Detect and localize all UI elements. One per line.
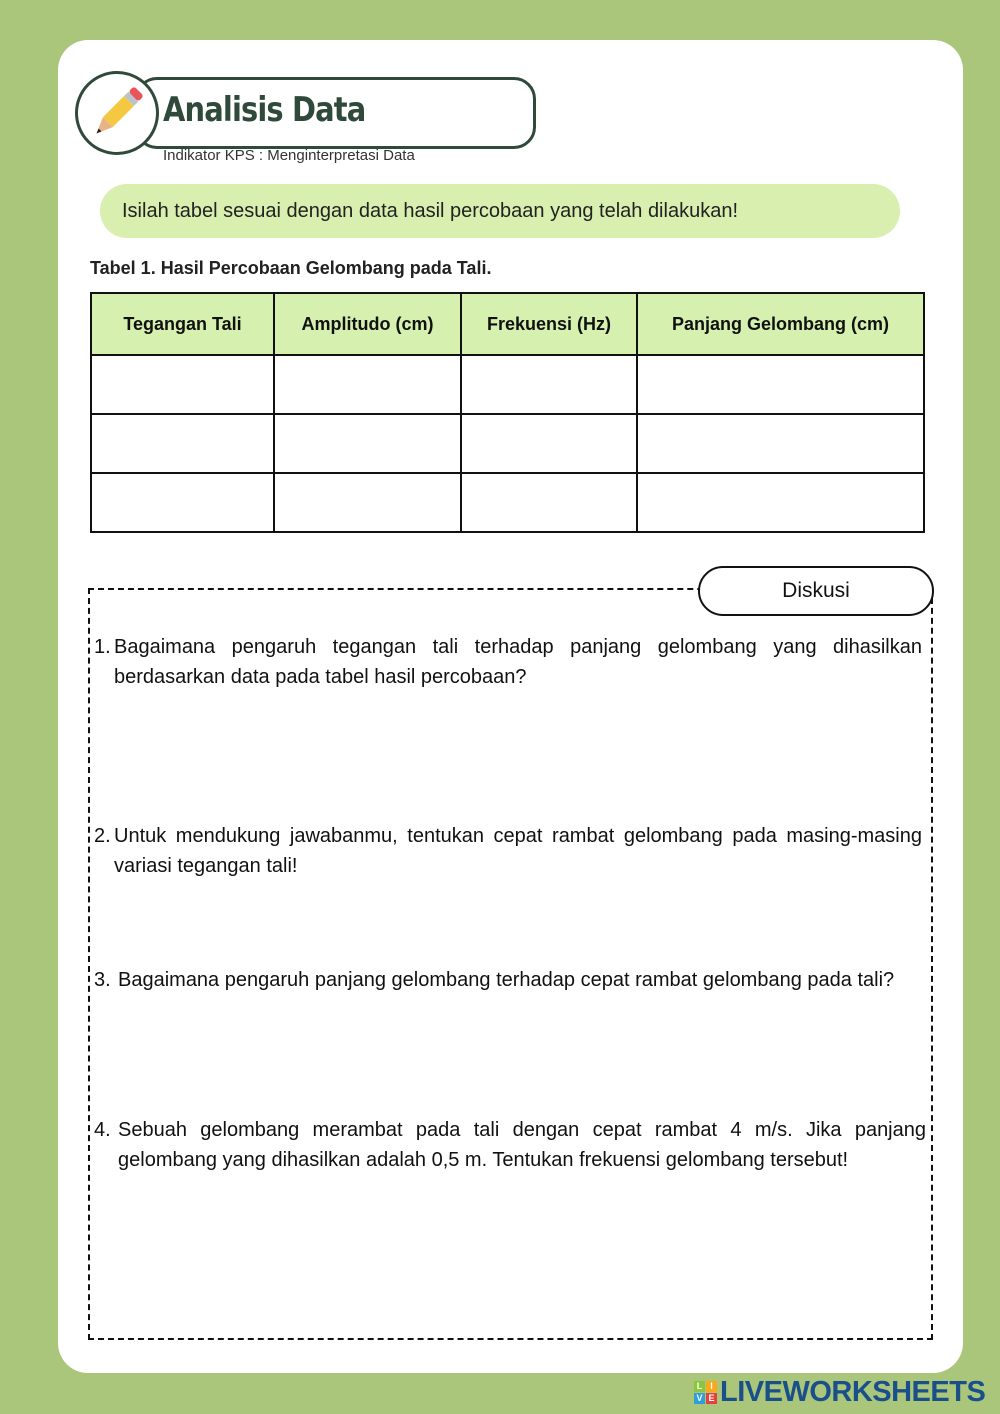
table-cell[interactable]: [91, 473, 274, 532]
discussion-label: Diskusi: [698, 566, 934, 616]
question-text: Bagaimana pengaruh panjang gelombang terhadap cepat rambat gelombang pada tali?: [118, 969, 895, 991]
table-cell[interactable]: [461, 355, 637, 414]
table-cell[interactable]: [461, 473, 637, 532]
question-text: Sebuah gelombang merambat pada tali dengan cepat rambat 4 m/s. Jika panjang gelombang yang dihasilkan adalah 0,5 m. Tentukan frekuensi gelombang tersebut!: [118, 1119, 926, 1171]
question-number: 1.: [94, 636, 111, 658]
question-text: Untuk mendukung jawabanmu, tentukan cepat rambat gelombang pada masing-masing variasi tegangan tali!: [114, 825, 922, 877]
question-number: 2.: [94, 825, 111, 847]
table-row: [91, 355, 924, 414]
table-cell[interactable]: [91, 355, 274, 414]
pencil-badge: [75, 71, 159, 155]
table-cell[interactable]: [461, 414, 637, 473]
table-cell[interactable]: [637, 414, 924, 473]
table-cell[interactable]: [637, 355, 924, 414]
page-title: Analisis Data: [163, 90, 366, 130]
header-amplitudo: Amplitudo (cm): [274, 293, 461, 355]
live-badge-icon: [694, 1381, 717, 1404]
table-cell[interactable]: [274, 473, 461, 532]
table-header-row: [91, 293, 924, 355]
results-table: [90, 292, 925, 533]
question-1: [94, 632, 922, 692]
badge-letter: V: [694, 1393, 705, 1404]
indicator-subtitle: Indikator KPS : Menginterpretasi Data: [163, 147, 415, 164]
badge-letter: E: [706, 1393, 717, 1404]
header-frekuensi: Frekuensi (Hz): [461, 293, 637, 355]
badge-letter: L: [694, 1381, 705, 1392]
question-2: [94, 821, 922, 881]
header-tegangan: Tegangan Tali: [91, 293, 274, 355]
table-row: [91, 414, 924, 473]
table-cell[interactable]: [91, 414, 274, 473]
discussion-box: [88, 588, 933, 1340]
question-number: 3.: [94, 969, 111, 991]
table-cell[interactable]: [274, 355, 461, 414]
instruction-banner: Isilah tabel sesuai dengan data hasil percobaan yang telah dilakukan!: [100, 184, 900, 238]
header-panjang-gelombang: Panjang Gelombang (cm): [637, 293, 924, 355]
table-cell[interactable]: [274, 414, 461, 473]
question-3: [94, 965, 922, 995]
question-text: Bagaimana pengaruh tegangan tali terhadap panjang gelombang yang dihasilkan berdasarkan data pada tabel hasil percobaan?: [114, 636, 922, 688]
question-number: 4.: [94, 1119, 111, 1141]
table-cell[interactable]: [637, 473, 924, 532]
brand-name: LIVEWORKSHEETS: [720, 1376, 986, 1408]
liveworksheets-logo[interactable]: [694, 1376, 985, 1409]
question-4: [94, 1115, 926, 1175]
badge-letter: I: [706, 1381, 717, 1392]
table-row: [91, 473, 924, 532]
table-caption: Tabel 1. Hasil Percobaan Gelombang pada Tali.: [90, 258, 492, 278]
pencil-icon: [78, 74, 156, 152]
